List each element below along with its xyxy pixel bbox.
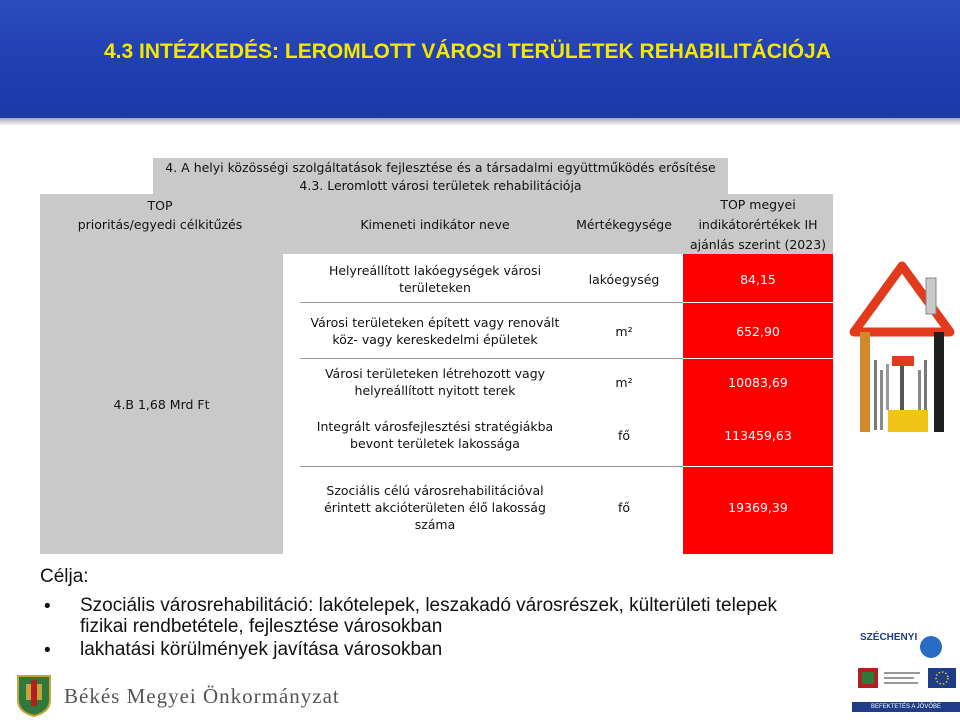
szechenyi-2020-logo-icon — [920, 636, 942, 658]
eu-tagline: BEFEKTETÉS A JÖVŐBE — [852, 702, 960, 712]
indicator-name: Szociális célú városrehabilitációval érintett akcióterületen élő lakosság száma — [324, 482, 546, 532]
row-divider — [300, 302, 683, 303]
indicator-value: 19369,39 — [728, 499, 788, 515]
priority-title: 4. A helyi közösségi szolgáltatások fejlesztése és a társadalmi együttműködés erősítése — [165, 159, 716, 175]
header-target-line1: TOP megyei — [720, 196, 796, 212]
goal-bullet-text: Szociális városrehabilitáció: lakótelepek, leszakadó városrészek, külterületi telepek fizikai rendbetétele, fejlesztése városokban — [80, 595, 778, 637]
bullet-symbol: • — [44, 640, 51, 661]
header-col1-line1: TOP — [147, 197, 173, 213]
indicator-unit: m² — [615, 323, 633, 339]
indicator-value: 652,90 — [736, 323, 780, 339]
szechenyi-logo-text: SZÉCHENYI — [860, 632, 918, 643]
indicator-unit: m² — [615, 374, 633, 390]
title-band-shadow — [0, 118, 960, 126]
header-target-line2: indikátorértékek IH — [698, 216, 818, 232]
bullet-symbol: • — [44, 596, 51, 617]
goal-bullet-text: lakhatási körülmények javítása városokban — [80, 639, 443, 660]
footer-organization-name: Békés Megyei Önkormányzat — [64, 684, 340, 708]
eu-flag-icon — [852, 662, 960, 702]
header-indicator-name: Kimeneti indikátor neve — [360, 216, 510, 232]
indicator-value: 113459,63 — [724, 427, 792, 443]
row-divider — [300, 358, 683, 359]
county-crest-icon — [14, 672, 54, 718]
indicator-unit: lakóegység — [588, 271, 660, 287]
priority-budget-label: 4.B 1,68 Mrd Ft — [113, 396, 210, 412]
indicator-unit: fő — [617, 427, 631, 443]
priority-subtitle: 4.3. Leromlott városi területek rehabilitációja — [299, 177, 582, 193]
row-divider — [683, 358, 833, 359]
slide-title: 4.3 INTÉZKEDÉS: LEROMLOTT VÁROSI TERÜLETEK REHABILITÁCIÓJA — [104, 40, 831, 63]
indicator-unit: fő — [617, 499, 631, 515]
indicator-value: 10083,69 — [728, 374, 788, 390]
indicator-value: 84,15 — [740, 271, 776, 287]
header-col1-line2: prioritás/egyedi célkitűzés — [77, 216, 243, 232]
indicator-name: Integrált városfejlesztési stratégiákba bevont területek lakossága — [316, 419, 554, 451]
row-divider — [683, 466, 833, 467]
goal-heading: Célja: — [40, 566, 89, 587]
house-tools-icon — [848, 260, 956, 440]
row-divider — [683, 302, 833, 303]
priority-budget-cell — [40, 254, 283, 554]
indicator-name: Városi területeken létrehozott vagy helyreállított nyitott terek — [324, 366, 546, 398]
indicator-name: Városi területeken épített vagy renovált köz- vagy kereskedelmi épületek — [310, 315, 560, 347]
header-unit: Mértékegysége — [576, 216, 672, 232]
indicator-name: Helyreállított lakóegységek városi területeken — [328, 263, 542, 295]
header-target-line3: ajánlás szerint (2023) — [689, 236, 827, 252]
row-divider — [300, 466, 683, 467]
